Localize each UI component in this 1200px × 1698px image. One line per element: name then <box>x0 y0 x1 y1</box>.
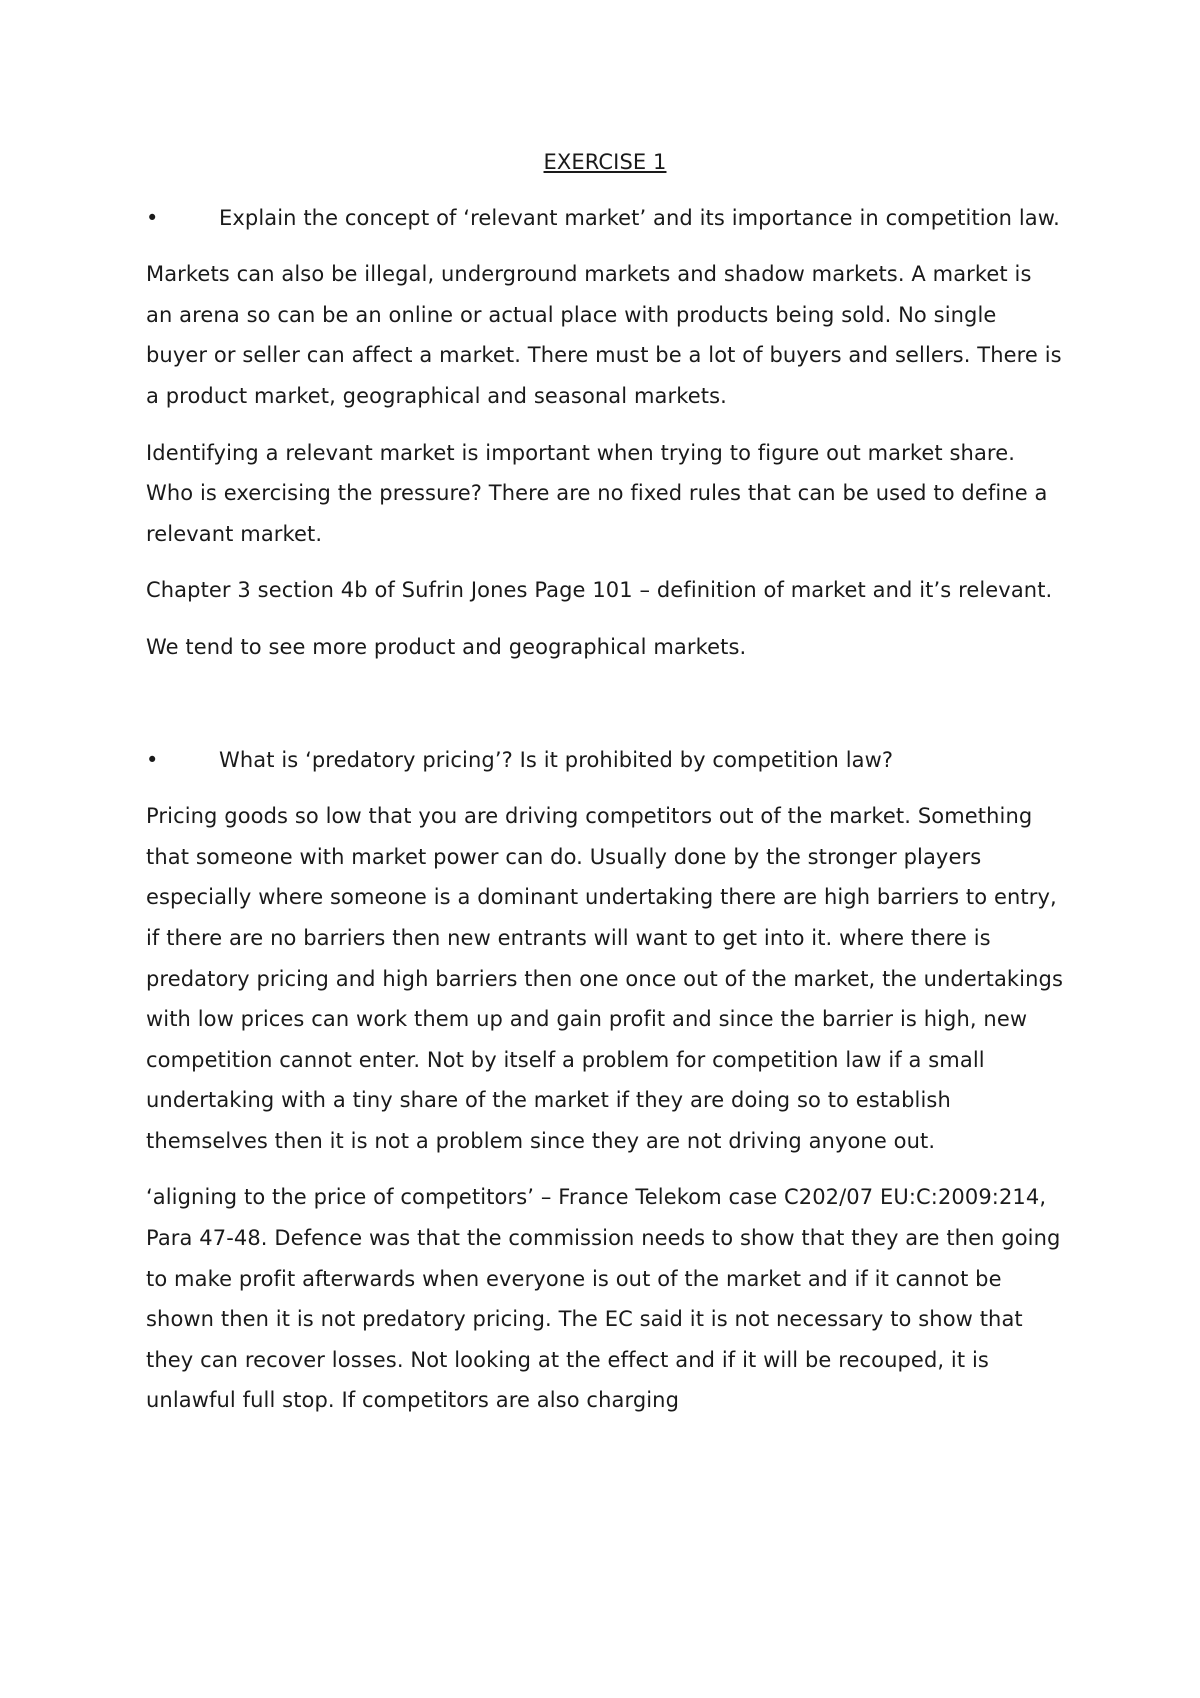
paragraph: ‘aligning to the price of competitors’ – France Telekom case C202/07 EU:C:2009:214, Para 47-48. Defence was that the commission needs to show that they are then going to make profit afterwards when everyone is out of the market and if it cannot be shown then it is not predatory pricing. The EC said it is not necessary to show that they can recover losses. Not looking at the effect and if it will be recouped, it is unlawful full stop. If competitors are also charging <box>146 1185 1061 1413</box>
question-1 <box>146 198 1064 239</box>
bullet-marker: • <box>146 747 159 772</box>
document-body <box>146 142 1064 1437</box>
paragraph: Pricing goods so low that you are driving competitors out of the market. Something that someone with market power can do. Usually done by the stronger players especially where someone is a dominant undertaking there are high barriers to entry, if there are no barriers then new entrants will want to get into it. where there is predatory pricing and high barriers then one once out of the market, the undertakings with low prices can work them up and gain profit and since the barrier is high, new competition cannot enter. Not by itself a problem for competition law if a small undertaking with a tiny share of the market if they are doing so to establish themselves then it is not a problem since they are not driving anyone out. <box>146 804 1063 1153</box>
bullet-marker: • <box>146 205 159 230</box>
paragraph: Chapter 3 section 4b of Sufrin Jones Page 101 – definition of market and it’s relevant. <box>146 578 1053 603</box>
question-text: Explain the concept of ‘relevant market’ and its importance in competition law. <box>219 205 1060 230</box>
section-gap <box>146 684 1064 740</box>
paragraph: Markets can also be illegal, underground markets and shadow markets. A market is an arena so can be an online or actual place with products being sold. No single buyer or seller can affect a market. There must be a lot of buyers and sellers. There is a product market, geographical and seasonal markets. <box>146 262 1062 408</box>
paragraph: Identifying a relevant market is important when trying to figure out market share. Who is exercising the pressure? There are no fixed rules that can be used to define a relevant market. <box>146 440 1048 546</box>
question-2 <box>146 740 1064 781</box>
question-text: What is ‘predatory pricing’? Is it prohibited by competition law? <box>219 747 894 772</box>
document-title: EXERCISE 1 <box>543 150 667 174</box>
paragraph: We tend to see more product and geographical markets. <box>146 634 747 659</box>
